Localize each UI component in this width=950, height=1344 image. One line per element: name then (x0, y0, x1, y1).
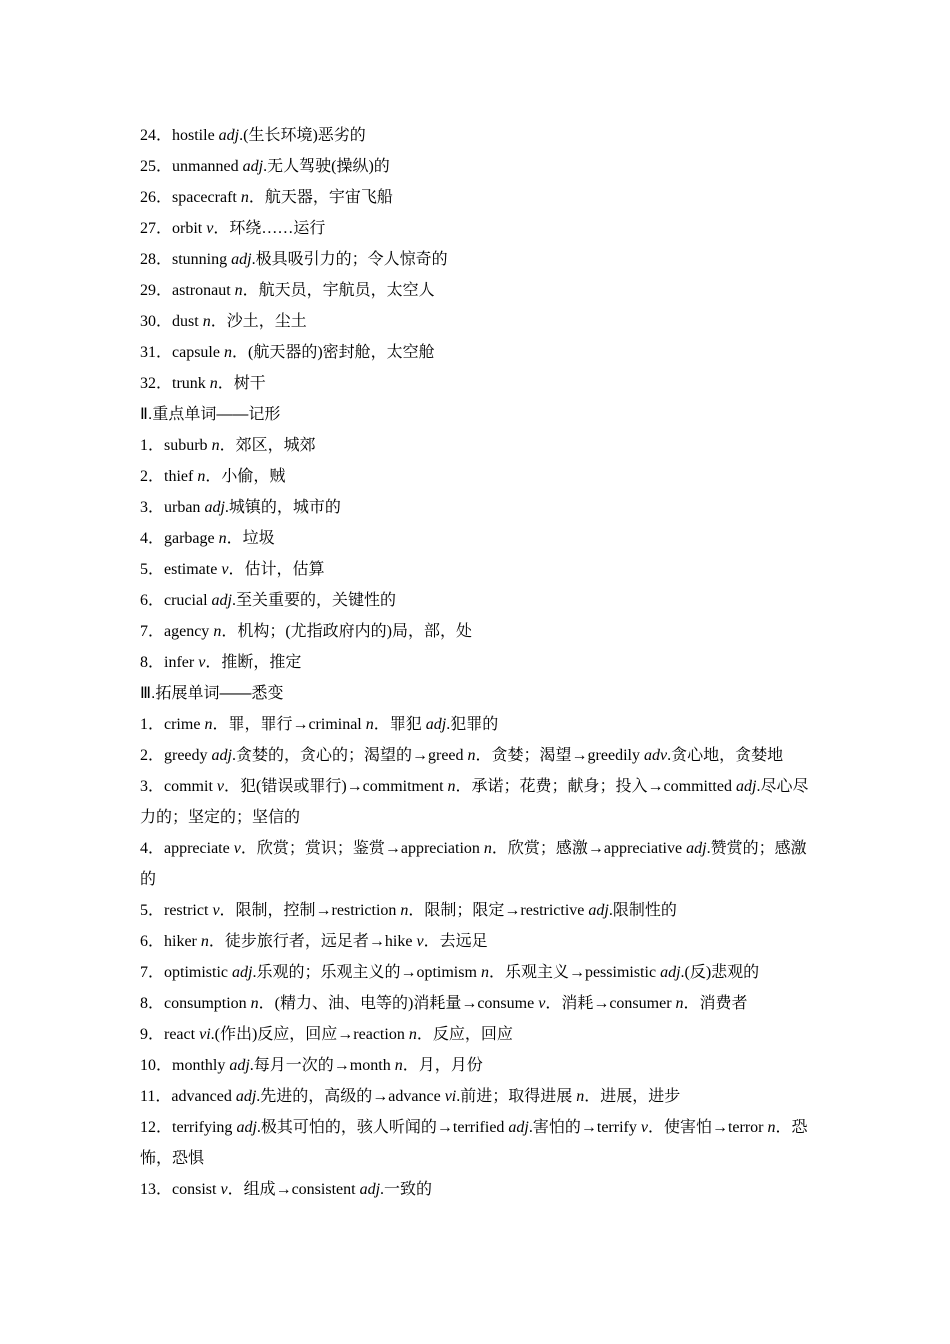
entry-text: 28．stunning (140, 251, 232, 268)
entry-text: ．承诺；花费；献身；投入→committed (455, 778, 736, 795)
part-of-speech: adj (686, 840, 707, 857)
vocab-entry (140, 337, 812, 368)
vocab-entry (140, 988, 812, 1019)
entry-text: 29．astronaut (140, 282, 235, 299)
part-of-speech: v (212, 902, 220, 919)
entry-text: 3．commit (140, 778, 217, 795)
part-of-speech: adj (232, 964, 253, 981)
vocab-entry (140, 1019, 812, 1050)
vocab-entry (140, 275, 812, 306)
entry-text: ．环绕……运行 (213, 220, 326, 237)
entry-text: 8．consumption (140, 995, 251, 1012)
entry-text: .限制性的 (608, 902, 677, 919)
entry-text: .至关重要的，关键性的 (231, 592, 396, 609)
vocab-entry (140, 244, 812, 275)
entry-text: ．树干 (217, 375, 266, 392)
vocab-entry (140, 1081, 812, 1112)
part-of-speech: adj (236, 1119, 257, 1136)
entry-text: 8．infer (140, 654, 199, 671)
vocab-list-continued (140, 120, 812, 399)
section-heading-key-words: Ⅱ.重点单词——记形 (140, 406, 281, 423)
part-of-speech: adj (204, 499, 225, 516)
entry-text: .(作出)反应，回应→reaction (210, 1026, 409, 1043)
entry-text: 24．hostile (140, 127, 219, 144)
part-of-speech: n (767, 1119, 776, 1136)
part-of-speech: adj (242, 158, 264, 175)
entry-text: ．机构；(尤指政府内的)局，部，处 (221, 623, 472, 640)
part-of-speech: adj (218, 127, 240, 144)
entry-text: 30．dust (140, 313, 203, 330)
part-of-speech: vi (444, 1088, 457, 1105)
part-of-speech: adj (508, 1119, 529, 1136)
entry-text: 6．hiker (140, 933, 201, 950)
part-of-speech: n (467, 747, 476, 764)
entry-text: ．罪，罪行→criminal (212, 716, 366, 733)
entry-text: 27．orbit (140, 220, 207, 237)
part-of-speech: v (416, 933, 424, 950)
entry-text: ．郊区，城郊 (219, 437, 316, 454)
entry-text: ．月，月份 (402, 1057, 483, 1074)
entry-text: ．小偷，贼 (205, 468, 286, 485)
entry-text: 1．crime (140, 716, 205, 733)
entry-text: ．恐怖，恐惧 (140, 1119, 808, 1167)
entry-text: .乐观的；乐观主义的→optimism (252, 964, 481, 981)
vocab-entry (140, 709, 812, 740)
part-of-speech: n (234, 282, 243, 299)
part-of-speech: v (220, 1181, 228, 1198)
part-of-speech: n (483, 840, 492, 857)
part-of-speech: vi (199, 1026, 211, 1043)
entry-text: 31．capsule (140, 344, 224, 361)
vocab-entry (140, 461, 812, 492)
entry-text: ．(精力、油、电等的)消耗量→consume (258, 995, 539, 1012)
entry-text: .害怕的→terrify (528, 1119, 641, 1136)
entry-text: 3．urban (140, 499, 205, 516)
vocab-entry (140, 771, 812, 833)
entry-text: .赞赏的；感激的 (140, 840, 807, 888)
section-heading-extended-words: Ⅲ.拓展单词——悉变 (140, 685, 284, 702)
part-of-speech: v (233, 840, 241, 857)
part-of-speech: v (640, 1119, 648, 1136)
vocab-entry (140, 616, 812, 647)
part-of-speech: adj (660, 964, 681, 981)
part-of-speech: v (206, 220, 214, 237)
part-of-speech: n (202, 313, 211, 330)
part-of-speech: n (218, 530, 227, 547)
entry-text: .极其可怕的，骇人听闻的→terrified (256, 1119, 509, 1136)
part-of-speech: n (394, 1057, 403, 1074)
vocab-entry (140, 1112, 812, 1174)
vocab-entry (140, 213, 812, 244)
entry-text: .(反)悲观的 (680, 964, 760, 981)
entry-text: ．航天员，宇航员，太空人 (242, 282, 435, 299)
entry-text: ．进展，进步 (584, 1088, 681, 1105)
entry-text: ．(航天器的)密封舱，太空舱 (231, 344, 435, 361)
part-of-speech: n (200, 933, 209, 950)
entry-text: ．消费者 (683, 995, 748, 1012)
part-of-speech: adj (735, 778, 757, 795)
entry-text: 6．crucial (140, 592, 212, 609)
part-of-speech: adj (588, 902, 609, 919)
document-page (140, 120, 812, 1205)
entry-text: .(生长环境)恶劣的 (239, 127, 366, 144)
entry-text: ．犯(错误或罪行)→commitment (224, 778, 448, 795)
part-of-speech: adv (643, 747, 668, 764)
part-of-speech: n (447, 778, 456, 795)
entry-text: ．去远足 (423, 933, 488, 950)
entry-text: 26．spacecraft (140, 189, 241, 206)
vocab-entry (140, 430, 812, 461)
entry-text: .贪心地，贪婪地 (667, 747, 784, 764)
part-of-speech: adj (211, 592, 232, 609)
part-of-speech: n (400, 902, 409, 919)
entry-text: ．徒步旅行者，远足者→hike (208, 933, 417, 950)
entry-text: 5．estimate (140, 561, 222, 578)
vocab-entry (140, 306, 812, 337)
entry-text: .每月一次的→month (249, 1057, 395, 1074)
vocab-entry (140, 554, 812, 585)
entry-text: ．估计，估算 (228, 561, 325, 578)
part-of-speech: adj (235, 1088, 257, 1105)
vocab-entry (140, 492, 812, 523)
entry-text: 7．agency (140, 623, 214, 640)
vocab-entry (140, 926, 812, 957)
entry-text: ．限制，控制→restriction (219, 902, 401, 919)
entry-text: ．限制；限定→restrictive (408, 902, 589, 919)
entry-text: .贪婪的，贪心的；渴望的→greed (232, 747, 468, 764)
part-of-speech: adj (425, 716, 447, 733)
entry-text: .一致的 (380, 1181, 433, 1198)
part-of-speech: adj (229, 1057, 250, 1074)
part-of-speech: n (240, 189, 249, 206)
entry-text: 13．consist (140, 1181, 221, 1198)
entry-text: ．推断，推定 (205, 654, 302, 671)
vocab-entry (140, 895, 812, 926)
entry-text: ．使害怕→terror (647, 1119, 768, 1136)
entry-text: .极具吸引力的；令人惊奇的 (251, 251, 448, 268)
vocab-list-key-words (140, 430, 812, 678)
entry-text: ．反应，回应 (416, 1026, 513, 1043)
vocab-entry (140, 151, 812, 182)
part-of-speech: n (209, 375, 218, 392)
vocab-entry (140, 957, 812, 988)
entry-text: 2．greedy (140, 747, 212, 764)
entry-text: 11．advanced (140, 1088, 236, 1105)
part-of-speech: n (213, 623, 222, 640)
entry-text: 2．thief (140, 468, 198, 485)
entry-text: ．消耗→consumer (545, 995, 676, 1012)
entry-text: ．垃圾 (226, 530, 275, 547)
part-of-speech: n (480, 964, 489, 981)
entry-text: ．贪婪；渴望→greedily (475, 747, 644, 764)
vocab-entry (140, 740, 812, 771)
entry-text: .城镇的，城市的 (224, 499, 341, 516)
part-of-speech: n (197, 468, 206, 485)
part-of-speech: n (223, 344, 232, 361)
part-of-speech: n (576, 1088, 585, 1105)
entry-text: 5．restrict (140, 902, 213, 919)
entry-text: ．罪犯 (373, 716, 426, 733)
vocab-entry (140, 120, 812, 151)
entry-text: 4．appreciate (140, 840, 234, 857)
part-of-speech: v (216, 778, 224, 795)
part-of-speech: n (204, 716, 213, 733)
entry-text: ．欣赏；感激→appreciative (491, 840, 687, 857)
vocab-entry (140, 833, 812, 895)
part-of-speech: adj (211, 747, 232, 764)
vocab-entry (140, 1050, 812, 1081)
entry-text: 32．trunk (140, 375, 210, 392)
part-of-speech: n (365, 716, 374, 733)
entry-text: .前进；取得进展 (456, 1088, 577, 1105)
entry-text: ．沙土，尘土 (210, 313, 307, 330)
entry-text: .无人驾驶(操纵)的 (263, 158, 390, 175)
entry-text: 1．suburb (140, 437, 212, 454)
entry-text: .犯罪的 (446, 716, 499, 733)
entry-text: ．航天器，宇宙飞船 (248, 189, 393, 206)
part-of-speech: v (221, 561, 229, 578)
part-of-speech: n (211, 437, 220, 454)
vocab-list-extended-words (140, 709, 812, 1205)
entry-text: .尽心尽力的；坚定的；坚信的 (140, 778, 809, 826)
entry-text: 7．optimistic (140, 964, 233, 981)
vocab-entry (140, 368, 812, 399)
vocab-entry (140, 182, 812, 213)
entry-text: ．乐观主义→pessimistic (488, 964, 661, 981)
entry-text: 10．monthly (140, 1057, 230, 1074)
entry-text: ．组成→consistent (227, 1181, 360, 1198)
entry-text: 12．terrifying (140, 1119, 237, 1136)
vocab-entry (140, 585, 812, 616)
part-of-speech: n (675, 995, 684, 1012)
entry-text: .先进的，高级的→advance (256, 1088, 445, 1105)
vocab-entry (140, 647, 812, 678)
part-of-speech: v (198, 654, 206, 671)
entry-text: ．欣赏；赏识；鉴赏→appreciation (240, 840, 484, 857)
vocab-entry (140, 1174, 812, 1205)
part-of-speech: adj (359, 1181, 381, 1198)
part-of-speech: n (250, 995, 259, 1012)
entry-text: 25．unmanned (140, 158, 243, 175)
vocab-entry (140, 523, 812, 554)
part-of-speech: adj (231, 251, 252, 268)
part-of-speech: n (408, 1026, 417, 1043)
entry-text: 4．garbage (140, 530, 219, 547)
entry-text: 9．react (140, 1026, 200, 1043)
part-of-speech: v (538, 995, 546, 1012)
